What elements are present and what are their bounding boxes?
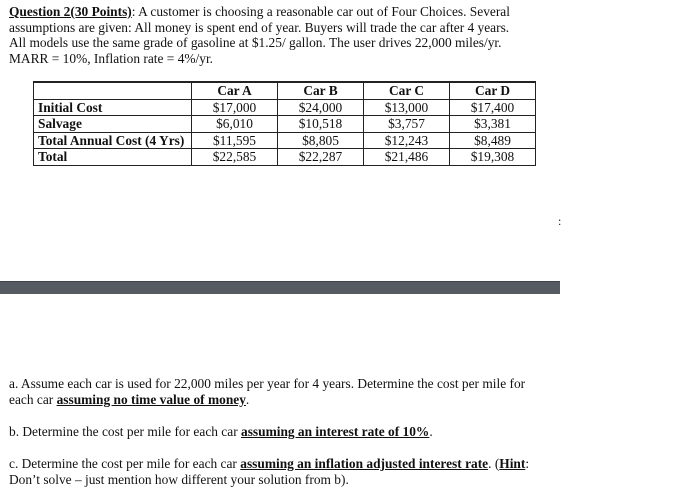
table-row (34, 149, 536, 166)
row-label: Total Annual Cost (4 Yrs) (34, 132, 192, 149)
table-row (34, 132, 536, 149)
value-cell: $22,287 (278, 149, 364, 166)
header-cell: Car D (450, 82, 536, 99)
table-header-row (34, 82, 536, 99)
value-cell: $11,595 (192, 132, 278, 149)
stray-mark: : (558, 214, 562, 228)
question-line: assumptions are given: All money is spent end of year. Buyers will trade the car after 4 years. (9, 19, 510, 35)
value-cell: $17,400 (450, 99, 536, 116)
table-row (34, 116, 536, 133)
part-a-line: a. Assume each car is used for 22,000 miles per year for 4 years. Determine the cost per mile for (9, 376, 526, 391)
part-c-line: Don’t solve – just mention how different your solution from b). (9, 471, 349, 487)
question-line: MARR = 10%, Inflation rate = 4%/yr. (9, 50, 214, 66)
value-cell: $12,243 (364, 132, 450, 149)
value-cell: $19,308 (450, 149, 536, 166)
part-c-line: c. Determine the cost per mile for each car assuming an inflation adjusted interest rate. (Hint: (9, 456, 530, 471)
part-a-line: each car assuming no time value of money. (9, 391, 250, 407)
value-cell: $22,585 (192, 149, 278, 166)
value-cell: $8,489 (450, 132, 536, 149)
header-cell: Car B (278, 82, 364, 99)
question-title: Question 2(30 Points) (9, 4, 132, 19)
value-cell: $13,000 (364, 99, 450, 116)
table-row (34, 99, 536, 116)
value-cell: $24,000 (278, 99, 364, 116)
value-cell: $10,518 (278, 116, 364, 133)
row-label: Total (34, 149, 192, 166)
row-label: Initial Cost (34, 99, 192, 116)
value-cell: $3,757 (364, 116, 450, 133)
header-cell: Car A (192, 82, 278, 99)
value-cell: $21,486 (364, 149, 450, 166)
value-cell: $8,805 (278, 132, 364, 149)
question-line: All models use the same grade of gasoline at $1.25/ gallon. The user drives 22,000 miles/yr. (9, 35, 502, 50)
car-cost-table (33, 81, 536, 166)
question-intro: Question 2(30 Points): A customer is choosing a reasonable car out of Four Choices. Several (9, 4, 510, 19)
divider-bar (0, 281, 560, 294)
value-cell: $6,010 (192, 116, 278, 133)
part-b: b. Determine the cost per mile for each car assuming an interest rate of 10%. (9, 424, 433, 439)
value-cell: $3,381 (450, 116, 536, 133)
row-label: Salvage (34, 116, 192, 133)
header-cell: Car C (364, 82, 450, 99)
value-cell: $17,000 (192, 99, 278, 116)
